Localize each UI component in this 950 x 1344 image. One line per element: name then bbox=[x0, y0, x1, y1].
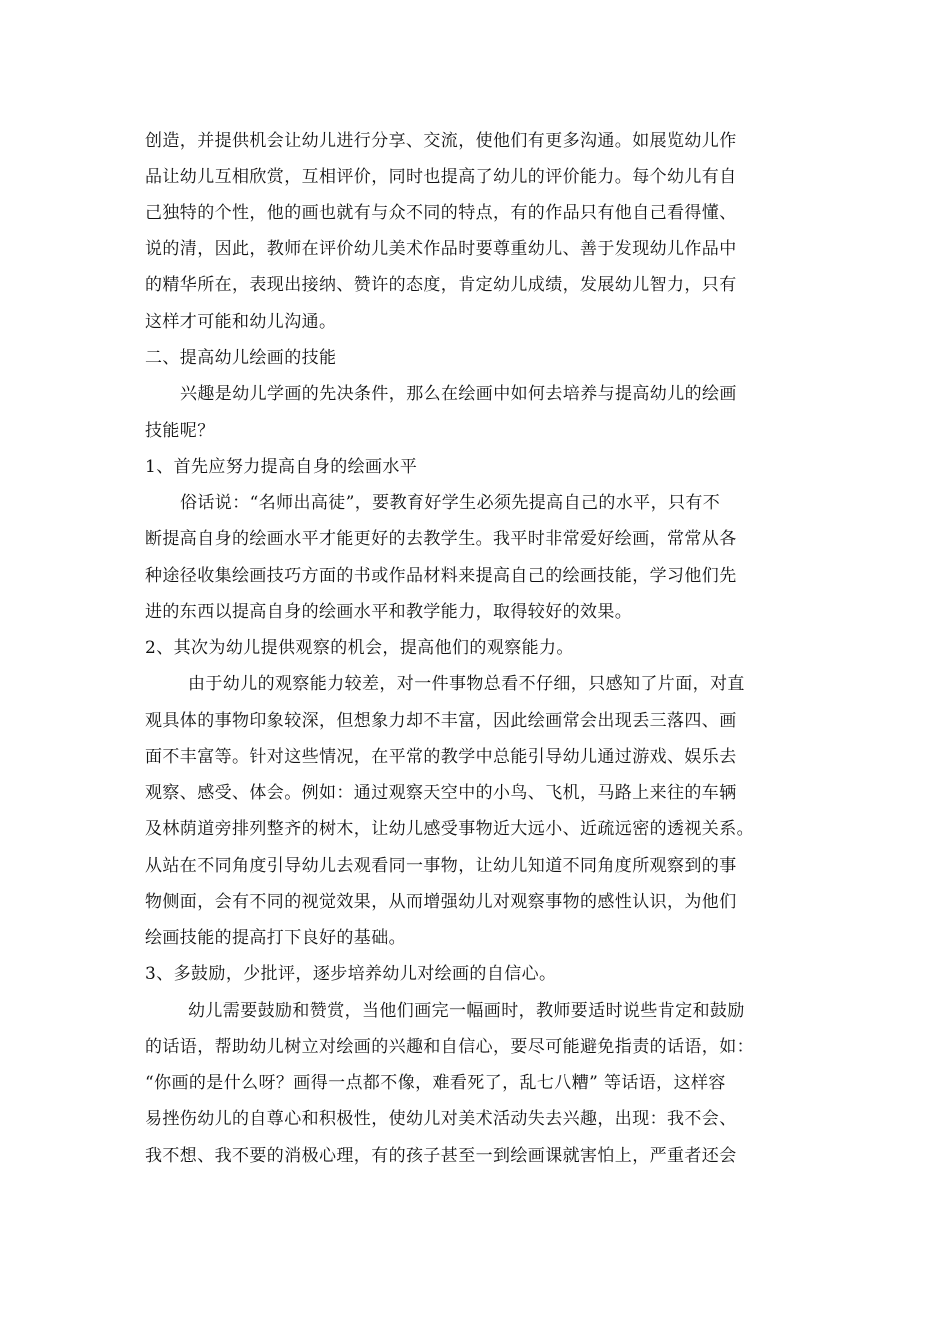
paragraph-line: 说的清，因此，教师在评价幼儿美术作品时要尊重幼儿、善于发现幼儿作品中 bbox=[145, 239, 737, 259]
paragraph-line: 俗话说：“名师出高徒”，要教育好学生必须先提高自己的水平，只有不 bbox=[180, 493, 721, 513]
paragraph-line: 兴趣是幼儿学画的先决条件，那么在绘画中如何去培养与提高幼儿的绘画 bbox=[180, 384, 737, 404]
paragraph-line: 绘画技能的提高打下良好的基础。 bbox=[145, 928, 406, 948]
paragraph-line: 这样才可能和幼儿沟通。 bbox=[145, 312, 337, 332]
paragraph-line: 创造，并提供机会让幼儿进行分享、交流，使他们有更多沟通。如展览幼儿作 bbox=[145, 131, 737, 151]
paragraph-line: 种途径收集绘画技巧方面的书或作品材料来提高自己的绘画技能，学习他们先 bbox=[145, 566, 737, 586]
paragraph-line: 品让幼儿互相欣赏，互相评价，同时也提高了幼儿的评价能力。每个幼儿有自 bbox=[145, 167, 737, 187]
paragraph-line: 观察、感受、体会。例如：通过观察天空中的小鸟、飞机，马路上来往的车辆 bbox=[145, 783, 737, 803]
paragraph-line: 己独特的个性，他的画也就有与众不同的特点，有的作品只有他自己看得懂、 bbox=[145, 203, 737, 223]
paragraph-line: 的话语，帮助幼儿树立对绘画的兴趣和自信心，要尽可能避免指责的话语，如： bbox=[145, 1037, 754, 1057]
paragraph-line: 及林荫道旁排列整齐的树木，让幼儿感受事物近大远小、近疏远密的透视关系。 bbox=[145, 819, 754, 839]
paragraph-line: 观具体的事物印象较深，但想象力却不丰富，因此绘画常会出现丢三落四、画 bbox=[145, 711, 737, 731]
paragraph-line: 技能呢？ bbox=[145, 421, 215, 441]
paragraph-line: 面不丰富等。针对这些情况，在平常的教学中总能引导幼儿通过游戏、娱乐去 bbox=[145, 747, 737, 767]
paragraph-line: 由于幼儿的观察能力较差，对一件事物总看不仔细，只感知了片面，对直 bbox=[188, 674, 745, 694]
paragraph-line: 的精华所在，表现出接纳、赞许的态度，肯定幼儿成绩，发展幼儿智力，只有 bbox=[145, 275, 737, 295]
paragraph-line: 易挫伤幼儿的自尊心和积极性，使幼儿对美术活动失去兴趣，出现：我不会、 bbox=[145, 1109, 737, 1129]
paragraph-line: 断提高自身的绘画水平才能更好的去教学生。我平时非常爱好绘画，常常从各 bbox=[145, 529, 737, 549]
paragraph-line: 我不想、我不要的消极心理，有的孩子甚至一到绘画课就害怕上，严重者还会 bbox=[145, 1146, 737, 1166]
paragraph-line: 物侧面，会有不同的视觉效果，从而增强幼儿对观察事物的感性认识，为他们 bbox=[145, 892, 737, 912]
section-heading: 二、提高幼儿绘画的技能 bbox=[145, 348, 337, 368]
paragraph-line: 进的东西以提高自身的绘画水平和教学能力，取得较好的效果。 bbox=[145, 602, 633, 622]
paragraph-line: 从站在不同角度引导幼儿去观看同一事物，让幼儿知道不同角度所观察到的事 bbox=[145, 856, 737, 876]
paragraph-line: 幼儿需要鼓励和赞赏，当他们画完一幅画时，教师要适时说些肯定和鼓励 bbox=[188, 1001, 745, 1021]
paragraph-line: “你画的是什么呀？画得一点都不像，难看死了，乱七八糟” 等话语，这样容 bbox=[145, 1073, 726, 1093]
subsection-heading: 1、首先应努力提高自身的绘画水平 bbox=[145, 457, 418, 477]
subsection-heading: 2、其次为幼儿提供观察的机会，提高他们的观察能力。 bbox=[145, 638, 574, 658]
subsection-heading: 3、多鼓励，少批评，逐步培养幼儿对绘画的自信心。 bbox=[145, 964, 557, 984]
